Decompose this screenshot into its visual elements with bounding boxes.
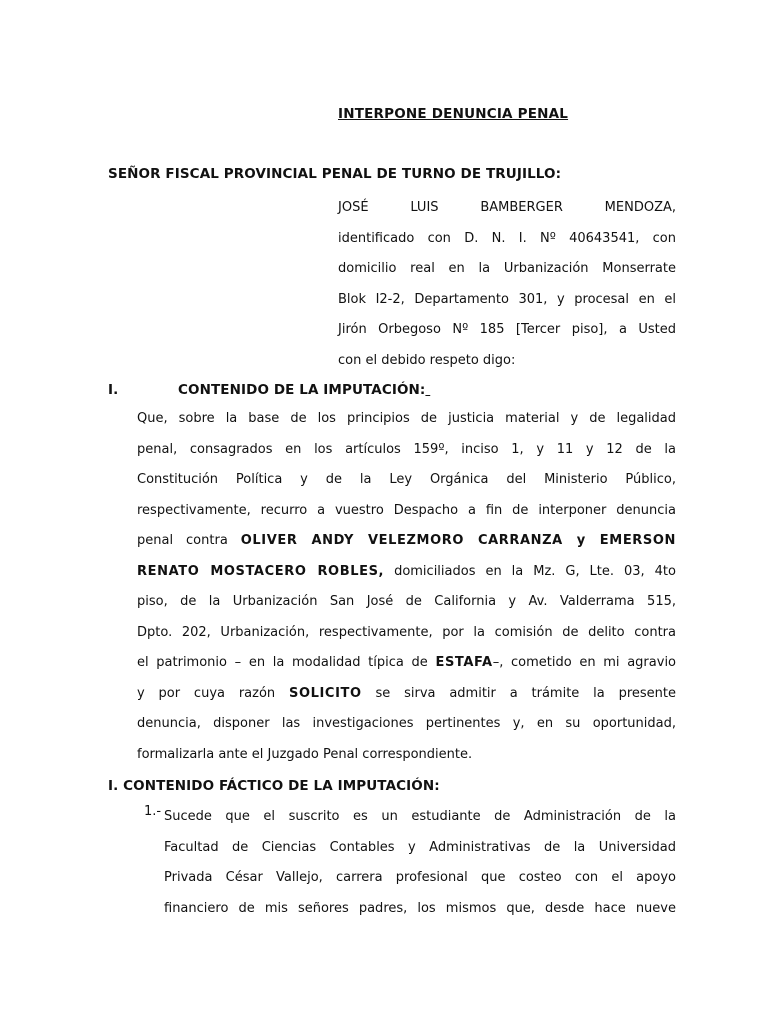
body-line (137, 679, 676, 710)
body-line: penal, consagrados en los artículos 159º, inciso 1, y 11 y 12 de la (137, 441, 676, 457)
accused-names: RENATO MOSTACERO ROBLES, (137, 563, 385, 579)
sender-line: Blok I2-2, Departamento 301, y procesal en el (338, 291, 676, 307)
addressee-line: SEÑOR FISCAL PROVINCIAL PENAL DE TURNO DE TRUJILLO: (108, 166, 562, 182)
body-line (137, 526, 676, 557)
sender-line: Jirón Orbegoso Nº 185 [Tercer piso], a Usted (338, 322, 676, 337)
body-text: –, cometido en mi agravio (492, 655, 677, 670)
body-line: Que, sobre la base de los principios de justicia material y de legalidad (137, 411, 676, 426)
body-line: financiero de mis señores padres, los mismos que, desde hace nueve (164, 900, 676, 916)
body-text: domiciliados en la Mz. G, Lte. 03, 4to (394, 563, 676, 579)
body-line: formalizarla ante el Juzgado Penal correspondiente. (137, 746, 473, 762)
request-keyword: SOLICITO (289, 685, 362, 701)
body-line: respectivamente, recurro a vuestro Despacho a fin de interponer denuncia (137, 502, 676, 518)
list-item (164, 802, 676, 924)
body-text: se sirva admitir a trámite la presente (375, 685, 676, 701)
sender-line: identificado con D. N. I. Nº 40643541, con (338, 230, 676, 246)
section-body (137, 404, 676, 770)
body-line (137, 557, 676, 588)
body-text: y por cuya razón (137, 685, 276, 701)
body-line: Privada César Vallejo, carrera profesional que costeo con el apoyo (164, 870, 676, 885)
body-text: penal contra (137, 533, 228, 548)
body-text: el patrimonio – en la modalidad típica de (137, 655, 428, 670)
sender-line: con el debido respeto digo: (338, 352, 516, 368)
body-line: Sucede que el suscrito es un estudiante de Administración de la (164, 809, 676, 824)
body-line: piso, de la Urbanización San José de California y Av. Valderrama 515, (137, 594, 676, 609)
accused-names: OLIVER ANDY VELEZMORO CARRANZA y EMERSON (240, 533, 676, 548)
section-heading (178, 382, 430, 398)
body-line: Dpto. 202, Urbanización, respectivamente, por la comisión de delito contra (137, 624, 676, 640)
document-title: INTERPONE DENUNCIA PENAL (338, 106, 569, 122)
section-heading-text: CONTENIDO DE LA IMPUTACIÓN: (178, 382, 426, 398)
body-line: denuncia, disponer las investigaciones pertinentes y, en su oportunidad, (137, 716, 676, 731)
list-item-number: 1.- (144, 804, 162, 819)
body-line (137, 648, 676, 679)
section-number: I. (108, 382, 119, 398)
sender-line: JOSÉ LUIS BAMBERGER MENDOZA, (338, 200, 676, 215)
sender-block (338, 193, 676, 376)
sender-line: domicilio real en la Urbanización Monserrate (338, 261, 676, 276)
crime-type: ESTAFA (435, 655, 493, 670)
section-heading: I. CONTENIDO FÁCTICO DE LA IMPUTACIÓN: (108, 778, 440, 794)
body-line: Constitución Política y de la Ley Orgánica del Ministerio Público, (137, 472, 676, 487)
body-line: Facultad de Ciencias Contables y Administrativas de la Universidad (164, 839, 676, 855)
